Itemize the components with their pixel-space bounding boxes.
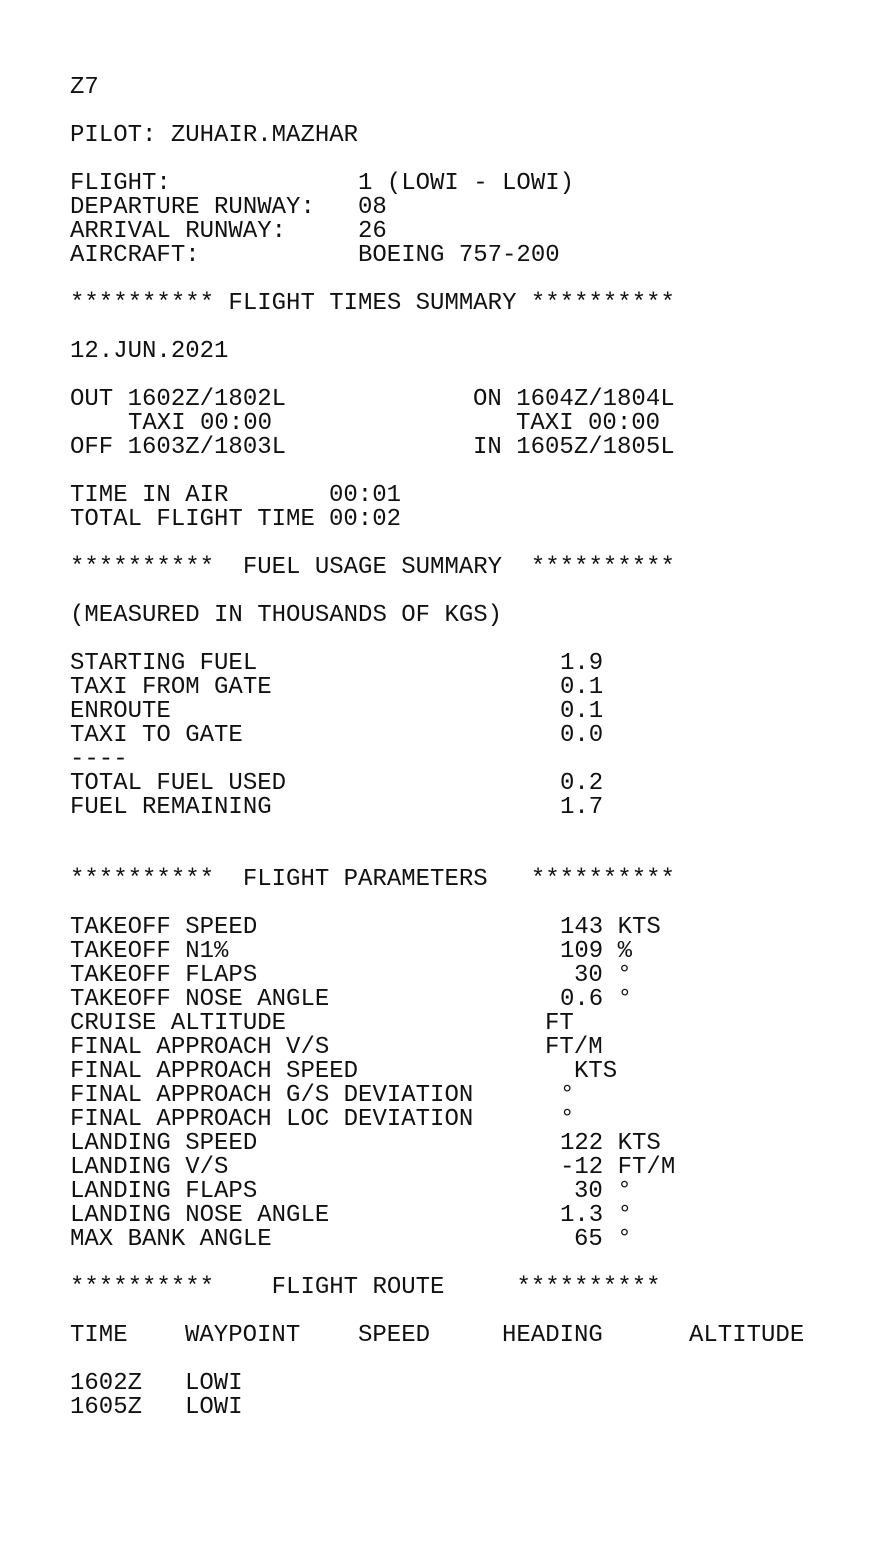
flight-route-heading: ********** FLIGHT ROUTE ********** <box>70 1274 661 1301</box>
fuel-row-label: STARTING FUEL <box>70 650 258 677</box>
param-value: 0.6 ° <box>560 986 633 1013</box>
route-row-time: 1602Z <box>70 1370 143 1397</box>
out-time: OUT 1602Z/1802L <box>70 386 287 413</box>
total-flight-time-label: TOTAL FLIGHT TIME <box>70 506 315 533</box>
arrival-runway-label: ARRIVAL RUNWAY: <box>70 218 287 245</box>
total-fuel-used-label: TOTAL FUEL USED <box>70 770 287 797</box>
param-label: LANDING NOSE ANGLE <box>70 1202 330 1229</box>
param-label: FINAL APPROACH SPEED <box>70 1058 359 1085</box>
flight-label: FLIGHT: <box>70 170 171 197</box>
param-label: TAKEOFF N1% <box>70 938 229 965</box>
flight-value: 1 (LOWI - LOWI) <box>358 170 575 197</box>
param-value: 1.3 ° <box>560 1202 633 1229</box>
flight-report <box>70 0 870 1568</box>
route-row-time: 1605Z <box>70 1394 143 1421</box>
param-label: MAX BANK ANGLE <box>70 1226 272 1253</box>
route-column-header: WAYPOINT <box>185 1322 301 1349</box>
param-value: ° <box>560 1106 575 1133</box>
param-label: FINAL APPROACH LOC DEVIATION <box>70 1106 474 1133</box>
time-in-air-label: TIME IN AIR <box>70 482 229 509</box>
report-code: Z7 <box>70 74 99 101</box>
time-in-air-value: 00:01 <box>329 482 402 509</box>
flight-parameters-heading: ********** FLIGHT PARAMETERS ********** <box>70 866 675 893</box>
route-column-header: SPEED <box>358 1322 431 1349</box>
departure-runway-value: 08 <box>358 194 387 221</box>
flight-times-heading: ********** FLIGHT TIMES SUMMARY ********** <box>70 290 675 317</box>
param-label: FINAL APPROACH G/S DEVIATION <box>70 1082 474 1109</box>
param-value: KTS <box>574 1058 618 1085</box>
param-value: ° <box>560 1082 575 1109</box>
fuel-usage-heading: ********** FUEL USAGE SUMMARY ********** <box>70 554 675 581</box>
param-label: TAKEOFF FLAPS <box>70 962 258 989</box>
param-value: 109 % <box>560 938 633 965</box>
route-column-header: HEADING <box>502 1322 603 1349</box>
fuel-units-note: (MEASURED IN THOUSANDS OF KGS) <box>70 602 503 629</box>
taxi-in-time: TAXI 00:00 <box>516 410 661 437</box>
param-value: FT <box>545 1010 574 1037</box>
on-time: ON 1604Z/1804L <box>473 386 675 413</box>
flight-date: 12.JUN.2021 <box>70 338 229 365</box>
aircraft-label: AIRCRAFT: <box>70 242 200 269</box>
param-label: FINAL APPROACH V/S <box>70 1034 330 1061</box>
route-column-header: TIME <box>70 1322 128 1349</box>
pilot-line: PILOT: ZUHAIR.MAZHAR <box>70 122 359 149</box>
param-value: -12 FT/M <box>560 1154 676 1181</box>
param-label: LANDING V/S <box>70 1154 229 1181</box>
param-value: 65 ° <box>574 1226 632 1253</box>
fuel-row-label: ENROUTE <box>70 698 171 725</box>
arrival-runway-value: 26 <box>358 218 387 245</box>
in-time: IN 1605Z/1805L <box>473 434 675 461</box>
route-row-waypoint: LOWI <box>185 1394 243 1421</box>
param-label: LANDING SPEED <box>70 1130 258 1157</box>
fuel-row-value: 1.9 <box>560 650 604 677</box>
fuel-row-label: TAXI FROM GATE <box>70 674 272 701</box>
param-value: 143 KTS <box>560 914 661 941</box>
param-value: 30 ° <box>574 962 632 989</box>
aircraft-value: BOEING 757-200 <box>358 242 560 269</box>
fuel-row-value: 0.0 <box>560 722 604 749</box>
taxi-out-time: TAXI 00:00 <box>128 410 273 437</box>
departure-runway-label: DEPARTURE RUNWAY: <box>70 194 315 221</box>
off-time: OFF 1603Z/1803L <box>70 434 287 461</box>
fuel-remaining-value: 1.7 <box>560 794 604 821</box>
param-label: CRUISE ALTITUDE <box>70 1010 287 1037</box>
param-label: LANDING FLAPS <box>70 1178 258 1205</box>
route-column-header: ALTITUDE <box>689 1322 805 1349</box>
total-fuel-used-value: 0.2 <box>560 770 604 797</box>
fuel-row-value: 0.1 <box>560 698 604 725</box>
total-flight-time-value: 00:02 <box>329 506 402 533</box>
param-value: 30 ° <box>574 1178 632 1205</box>
fuel-remaining-label: FUEL REMAINING <box>70 794 272 821</box>
param-label: TAKEOFF SPEED <box>70 914 258 941</box>
param-value: FT/M <box>545 1034 603 1061</box>
param-label: TAKEOFF NOSE ANGLE <box>70 986 330 1013</box>
fuel-row-value: 0.1 <box>560 674 604 701</box>
param-value: 122 KTS <box>560 1130 661 1157</box>
fuel-divider: ---- <box>70 746 128 773</box>
fuel-row-label: TAXI TO GATE <box>70 722 243 749</box>
route-row-waypoint: LOWI <box>185 1370 243 1397</box>
